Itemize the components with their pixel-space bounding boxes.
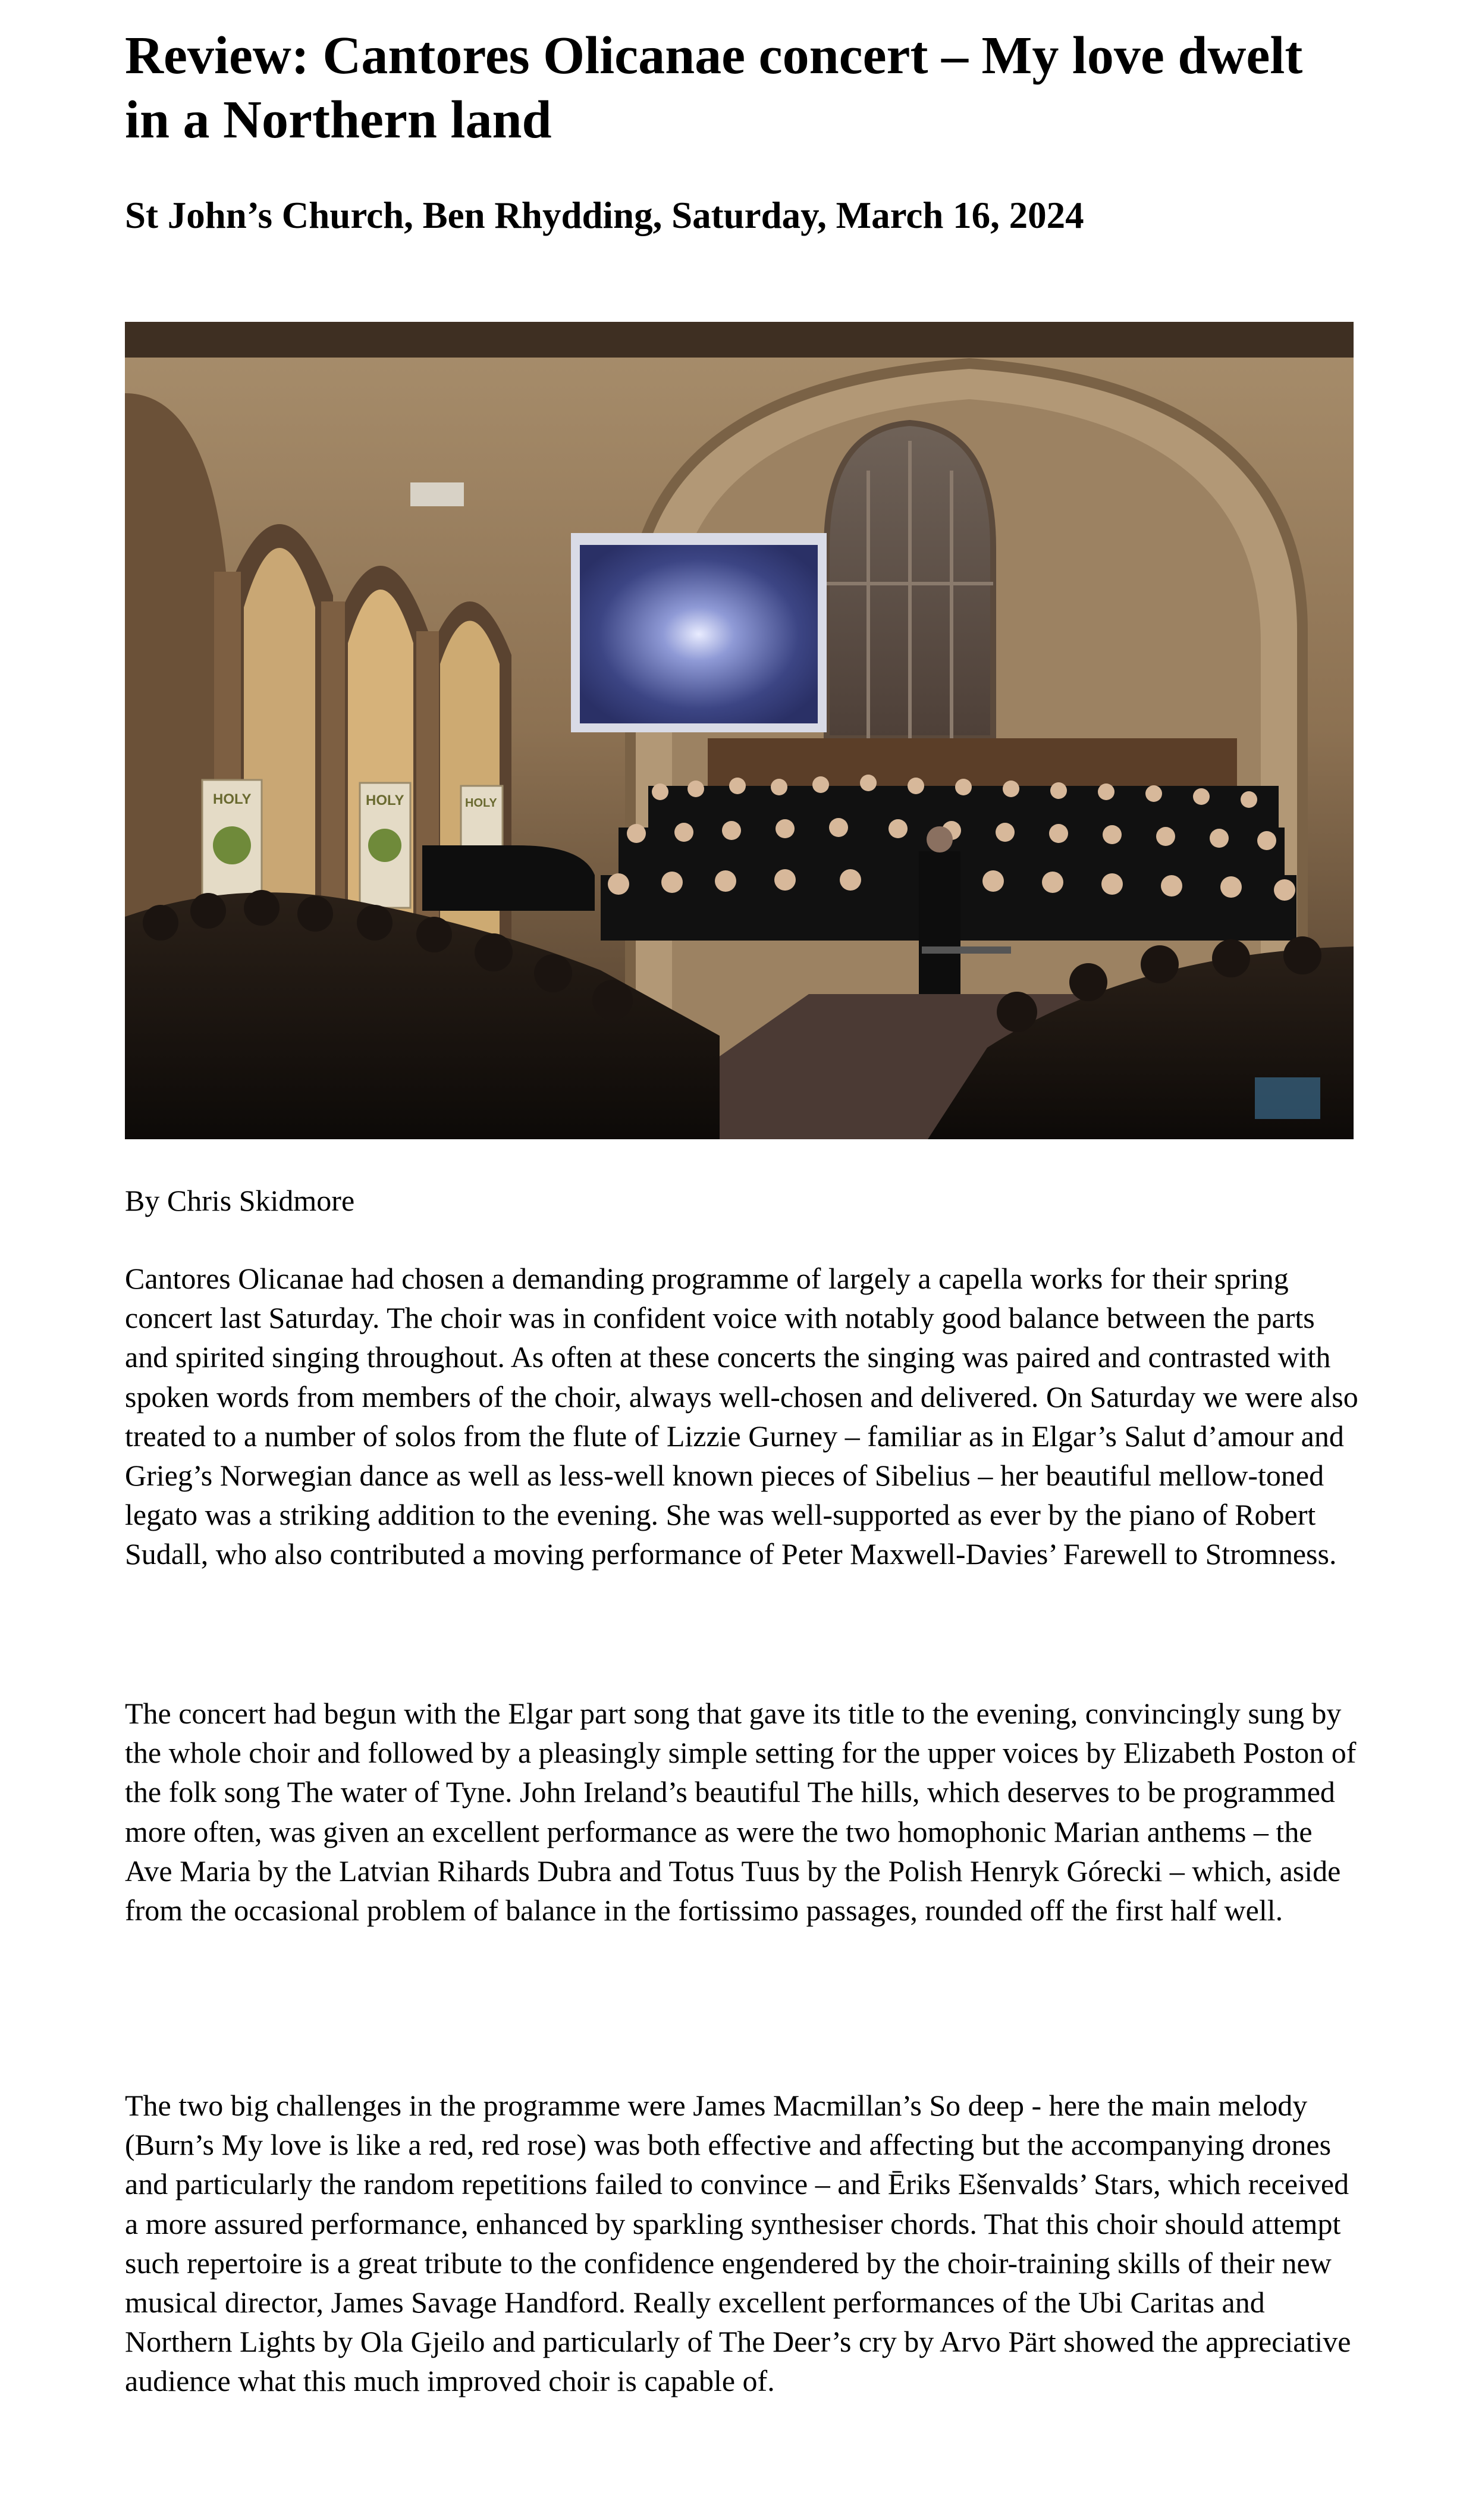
concert-photo	[125, 322, 1354, 1139]
article-subtitle: St John’s Church, Ben Rhydding, Saturday, March 16, 2024	[125, 195, 1084, 236]
article-paragraph: The concert had begun with the Elgar part song that gave its title to the evening, convincingly sung by the whole choir and followed by a pleasingly simple setting for the upper voices by Elizabeth Poston of the folk song The water of Tyne. John Ireland’s beautiful The hills, which deserves to be programmed more often, was given an excellent performance as were the two homophonic Marian anthems – the Ave Maria by the Latvian Rihards Dubra and Totus Tuus by the Polish Henryk Górecki – which, aside from the occasional problem of balance in the fortissimo passages, rounded off the first half well.	[125, 1697, 1357, 1927]
article-paragraph: Cantores Olicanae had chosen a demanding programme of largely a capella works for their spring concert last Saturday. The choir was in confident voice with notably good balance between the parts and spirited singing throughout. As often at these concerts the singing was paired and contrasted with spoken words from members of the choir, always well-chosen and delivered. On Saturday we were also treated to a number of solos from the flute of Lizzie Gurney – familiar as in Elgar’s Salut d’amour and Grieg’s Norwegian dance as well as less-well known pieces of Sibelius – her beautiful mellow-toned legato was a striking addition to the evening. She was well-supported as ever by the piano of Robert Sudall, who also contributed a moving performance of Peter Maxwell-Davies’ Farewell to Stromness.	[125, 1262, 1358, 1571]
article-paragraph: The two big challenges in the programme were James Macmillan’s So deep - here the main melody (Burn’s My love is like a red, red rose) was both effective and affecting but the accompanying drones and particularly the random repetitions failed to convince – and Ēriks Ešenvalds’ Stars, which received a more assured performance, enhanced by sparkling synthesiser chords. That this choir should attempt such repertoire is a great tribute to the confidence engendered by the choir-training skills of their new musical director, James Savage Handford. Really excellent performances of the Ubi Caritas and Northern Lights by Ola Gjeilo and particularly of The Deer’s cry by Arvo Pärt showed the appreciative audience what this much improved choir is capable of.	[125, 2089, 1351, 2398]
banner-text-3: HOLY	[465, 797, 497, 810]
article-byline: By Chris Skidmore	[125, 1184, 355, 1217]
banner-text-1: HOLY	[213, 791, 252, 807]
banner-text-2: HOLY	[366, 792, 404, 808]
article-title: Review: Cantores Olicanae concert – My love dwelt in a Northern land	[125, 26, 1303, 149]
